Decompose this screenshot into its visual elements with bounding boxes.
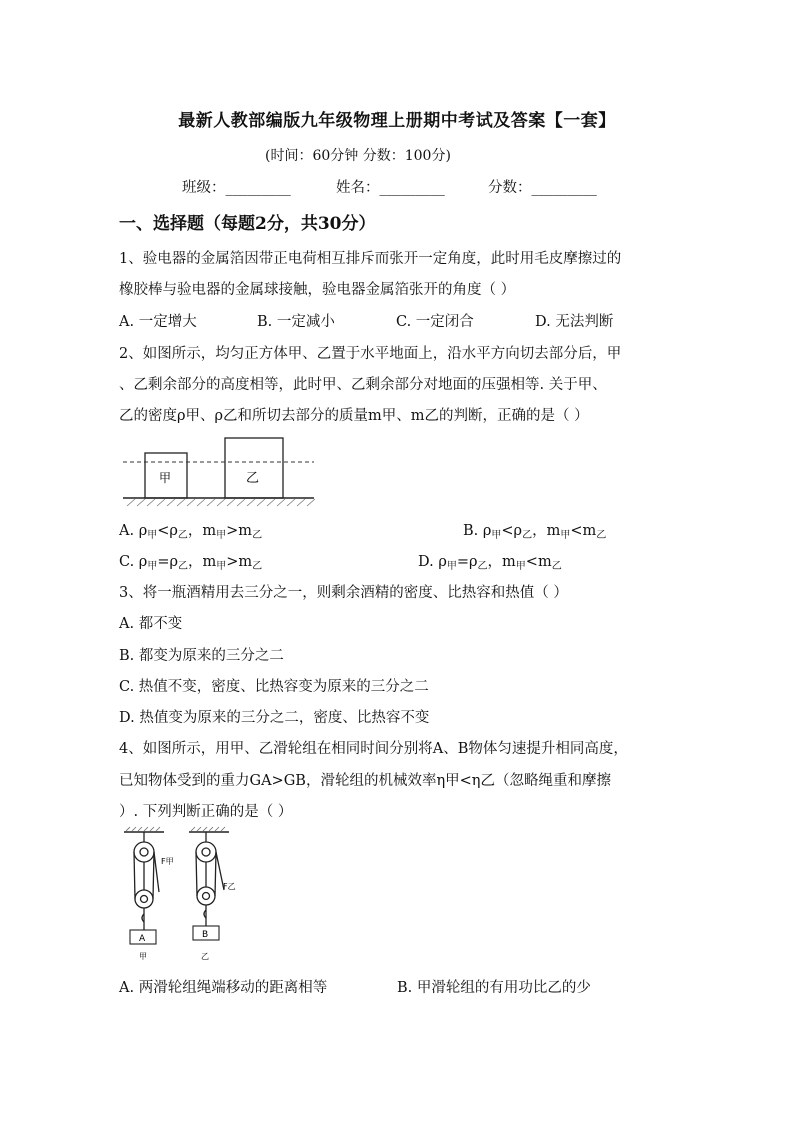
- q2-option-a: A. $\rho_甲<\rho_乙$，$m_甲>m_乙$: [119, 523, 263, 541]
- q2-text-line3: 乙的密度ρ甲、ρ乙和所切去部分的质量m甲、m乙的判断，正确的是（ ）: [119, 408, 589, 424]
- q1-option-a: A. 一定增大: [119, 314, 197, 330]
- force-yi-label: F乙: [223, 882, 236, 891]
- q4-text-line2: 已知物体受到的重力GA>GB，滑轮组的机械效率η甲<η乙（忽略绳重和摩擦: [119, 773, 611, 789]
- class-field: 班级：_________: [182, 180, 291, 196]
- q1-option-d: D. 无法判断: [535, 314, 614, 330]
- q3-option-d: D. 热值变为原来的三分之二，密度、比热容不变: [119, 710, 430, 726]
- system-jia-label: 甲: [139, 952, 147, 961]
- pulley-system-yi: [196, 832, 224, 926]
- q4-option-b: B. 甲滑轮组的有用功比乙的少: [397, 980, 591, 996]
- q3-text-line1: 3、将一瓶酒精用去三分之一，则剩余酒精的密度、比热容和热值（ ）: [119, 585, 568, 601]
- q1-option-b: B. 一定减小: [257, 314, 335, 330]
- cube-yi-label: 乙: [246, 471, 260, 486]
- cube-yi: [225, 438, 283, 498]
- section-heading: 一、选择题（每题2分，共30分）: [119, 214, 376, 234]
- q4-option-a: A. 两滑轮组绳端移动的距离相等: [119, 980, 328, 996]
- q2-option-b: B. $\rho_甲<\rho_乙$，$m_甲<m_乙$: [463, 523, 607, 541]
- q3-option-c: C. 热值不变，密度、比热容变为原来的三分之二: [119, 679, 429, 695]
- q1-option-c: C. 一定闭合: [396, 314, 474, 330]
- q2-text-line1: 2、如图所示，均匀正方体甲、乙置于水平地面上，沿水平方向切去部分后，甲: [119, 346, 622, 362]
- pulley-system-jia: [134, 832, 159, 930]
- q2-cubes-figure: [119, 432, 319, 507]
- page-title: 最新人教部编版九年级物理上册期中考试及答案【一套】: [178, 111, 616, 131]
- weight-A-label: A: [139, 934, 146, 944]
- force-jia-label: F甲: [161, 857, 174, 866]
- q4-text-line3: ）. 下列判断正确的是（ ）: [119, 804, 293, 820]
- name-field: 姓名：_________: [336, 180, 445, 196]
- q2-option-d: D. $\rho_甲=\rho_乙$，$m_甲<m_乙$: [418, 554, 562, 572]
- q3-option-a: A. 都不变: [119, 616, 183, 632]
- q4-pulley-figure: [119, 826, 249, 966]
- q4-text-line1: 4、如图所示，用甲、乙滑轮组在相同时间分别将A、B物体匀速提升相同高度，: [119, 741, 628, 757]
- q2-option-c: C. $\rho_甲=\rho_乙$，$m_甲>m_乙$: [119, 554, 263, 572]
- weight-B-label: B: [202, 930, 209, 940]
- cube-jia-label: 甲: [159, 471, 172, 485]
- exam-time-score: (时间：60分钟 分数：100分): [265, 148, 451, 164]
- q3-option-b: B. 都变为原来的三分之二: [119, 648, 284, 664]
- system-yi-label: 乙: [201, 952, 209, 961]
- score-field: 分数：_________: [488, 180, 597, 196]
- q1-text-line2: 橡胶棒与验电器的金属球接触，验电器金属箔张开的角度（ ）: [119, 282, 516, 298]
- q2-text-line2: 、乙剩余部分的高度相等，此时甲、乙剩余部分对地面的压强相等. 关于甲、: [119, 377, 607, 393]
- q1-text-line1: 1、验电器的金属箔因带正电荷相互排斥而张开一定角度，此时用毛皮摩擦过的: [119, 251, 622, 267]
